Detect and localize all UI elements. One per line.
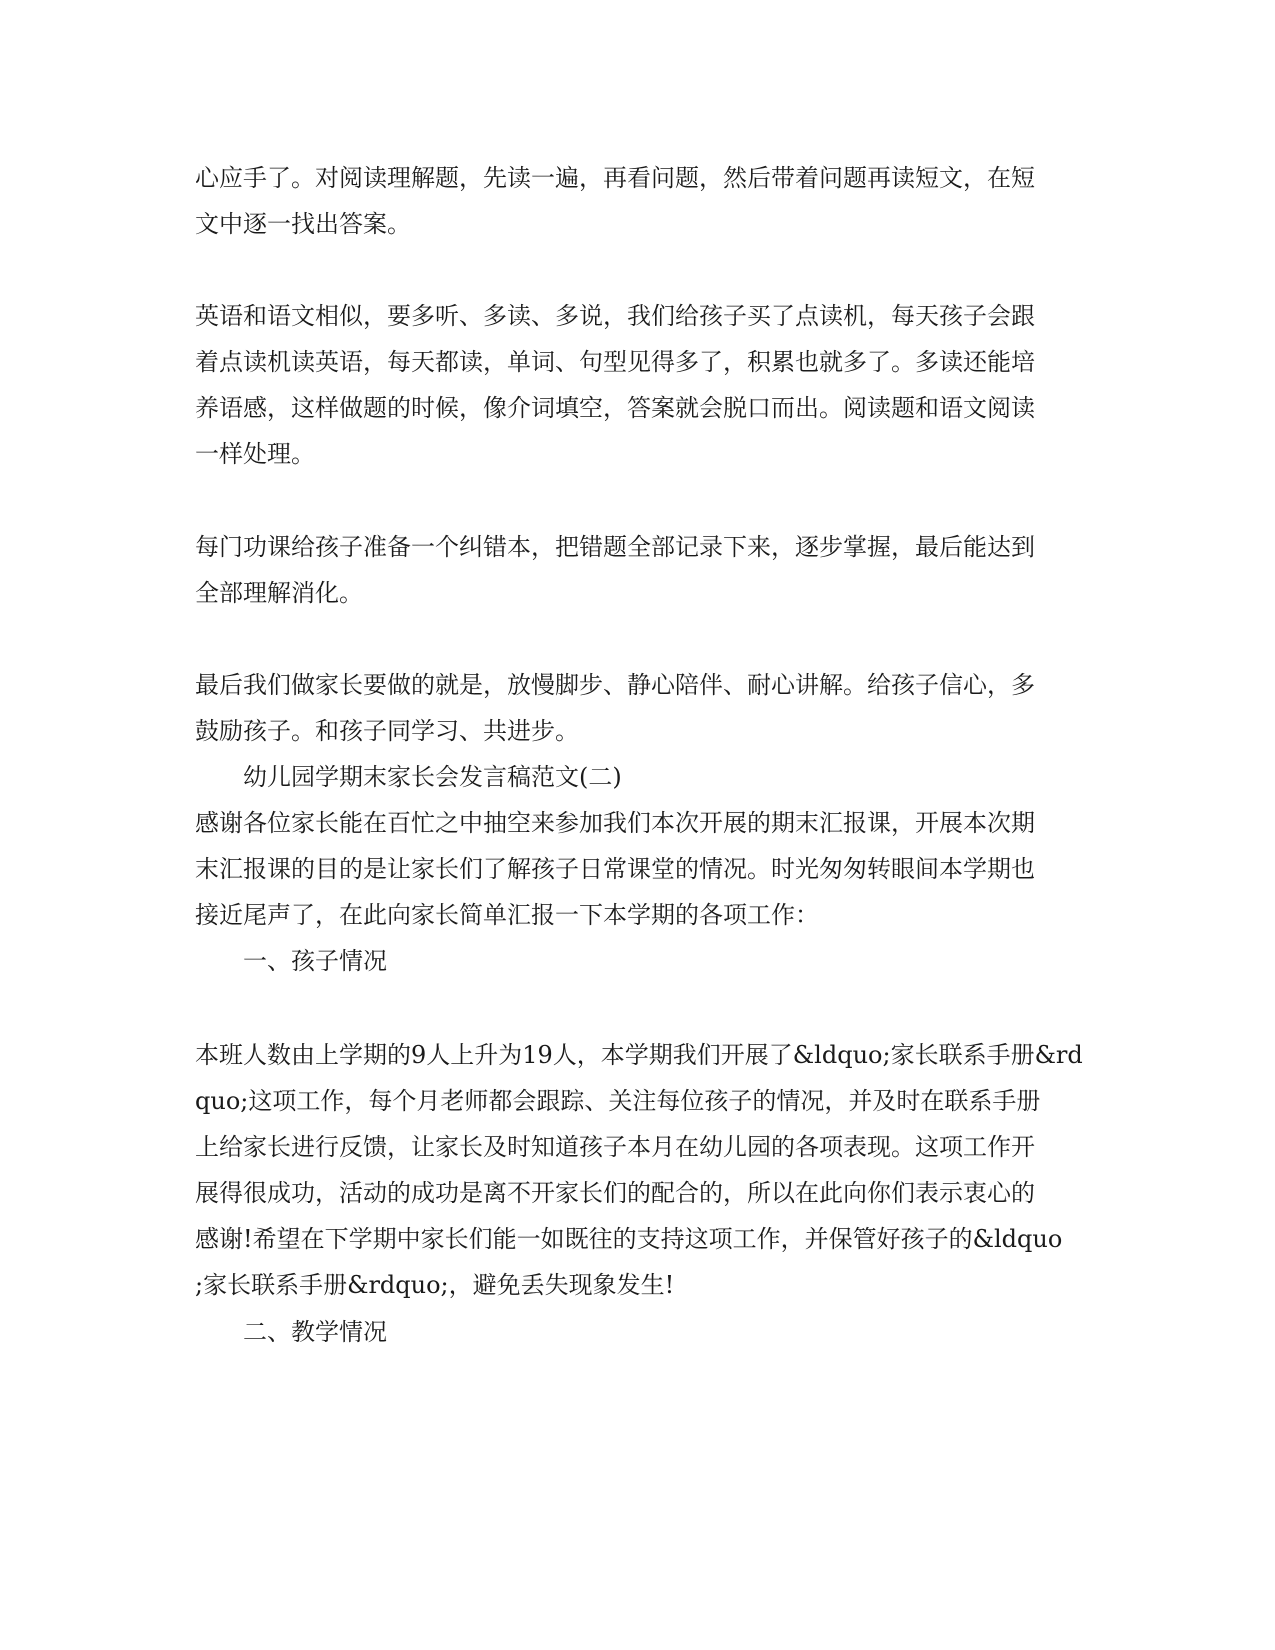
paragraph-line: quo;这项工作，每个月老师都会跟踪、关注每位孩子的情况，并及时在联系手册 — [195, 1087, 1041, 1115]
paragraph-line: 一样处理。 — [195, 440, 315, 468]
paragraph-line: 感谢各位家长能在百忙之中抽空来参加我们本次开展的期末汇报课，开展本次期 — [195, 809, 1035, 837]
paragraph-line: 最后我们做家长要做的就是，放慢脚步、静心陪伴、耐心讲解。给孩子信心，多 — [195, 671, 1035, 699]
paragraph-line: 文中逐一找出答案。 — [195, 210, 411, 238]
paragraph-line: 每门功课给孩子准备一个纠错本，把错题全部记录下来，逐步掌握，最后能达到 — [195, 533, 1035, 561]
paragraph-line: 感谢!希望在下学期中家长们能一如既往的支持这项工作，并保管好孩子的&ldquo — [195, 1225, 1063, 1253]
paragraph-line: ;家长联系手册&rdquo;，避免丢失现象发生! — [195, 1271, 675, 1299]
paragraph-line: 接近尾声了，在此向家长简单汇报一下本学期的各项工作： — [195, 901, 819, 929]
paragraph-line: 鼓励孩子。和孩子同学习、共进步。 — [195, 717, 579, 745]
paragraph-line: 展得很成功，活动的成功是离不开家长们的配合的，所以在此向你们表示衷心的 — [195, 1179, 1035, 1207]
paragraph-line: 着点读机读英语，每天都读，单词、句型见得多了，积累也就多了。多读还能培 — [195, 348, 1035, 376]
paragraph-line: 英语和语文相似，要多听、多读、多说，我们给孩子买了点读机，每天孩子会跟 — [195, 302, 1035, 330]
paragraph-line: 心应手了。对阅读理解题，先读一遍，再看问题，然后带着问题再读短文，在短 — [195, 164, 1035, 192]
section-heading: 二、教学情况 — [243, 1318, 387, 1346]
section-heading: 一、孩子情况 — [243, 947, 387, 975]
paragraph-line: 末汇报课的目的是让家长们了解孩子日常课堂的情况。时光匆匆转眼间本学期也 — [195, 855, 1035, 883]
paragraph-line: 上给家长进行反馈，让家长及时知道孩子本月在幼儿园的各项表现。这项工作开 — [195, 1133, 1035, 1161]
section-title: 幼儿园学期末家长会发言稿范文(二) — [243, 763, 622, 791]
paragraph-line: 本班人数由上学期的9人上升为19人，本学期我们开展了&ldquo;家长联系手册&rd — [195, 1041, 1083, 1069]
paragraph-line: 全部理解消化。 — [195, 579, 363, 607]
paragraph-line: 养语感，这样做题的时候，像介词填空，答案就会脱口而出。阅读题和语文阅读 — [195, 394, 1035, 422]
